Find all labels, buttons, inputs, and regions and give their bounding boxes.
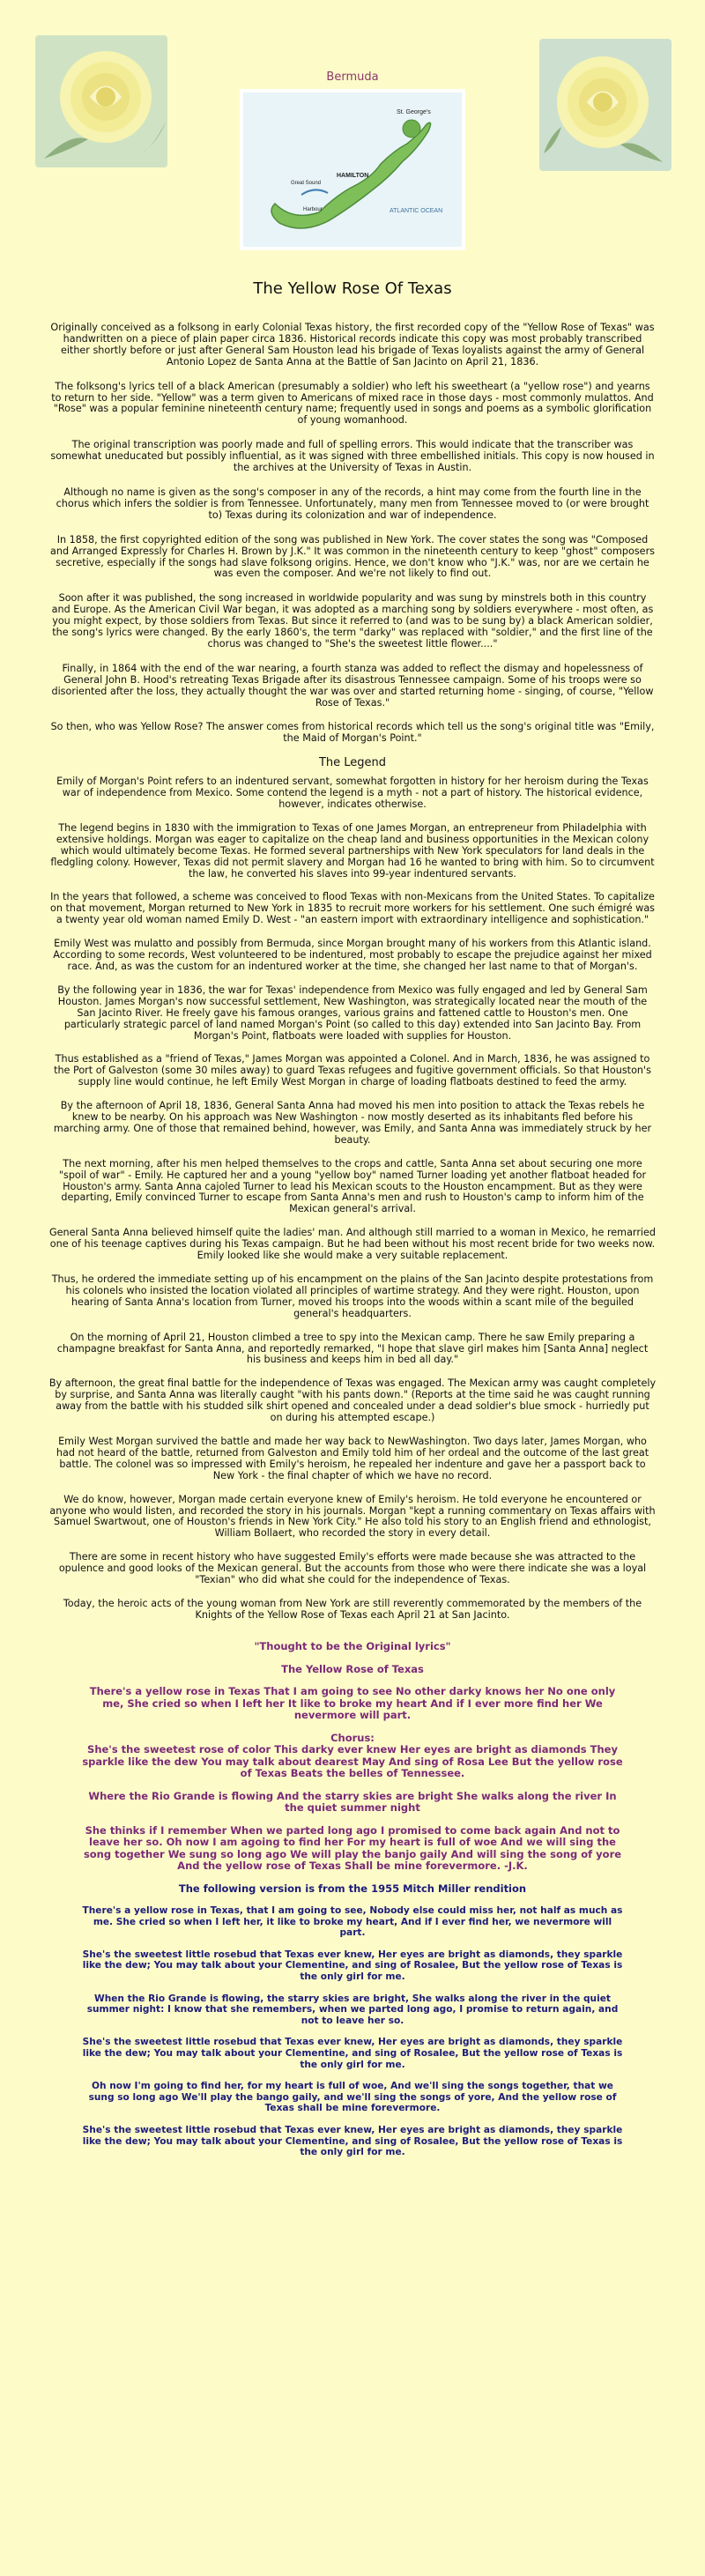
legend-paragraph: By afternoon, the great final battle for the independence of Texas was engaged. The Mexican army was caught completely by surprise, and Santa Anna was literally caught "with his pants down." (Reports at the time said he was caught running away from the battle with his studded silk shirt opened and concealed under a dead soldier's blue smock - hurriedly put on during his attempted escape.) [48,1377,657,1424]
legend-paragraph: The legend begins in 1830 with the immigration to Texas of one James Morgan, an entrepreneur from Philadelphia with extensive holdings. Morgan was eager to capitalize on the cheap land and business opportunities in the Mexican colony which would ultimately become Texas. He formed several partnerships with New York speculators for land deals in the fledgling colony. However, Texas did not permit slavery and Morgan had 16 he wanted to bring with him. So to circumvent the law, he converted his slaves into 99-year indentured servants. [50,821,655,880]
history-paragraph: In 1858, the first copyrighted edition of the song was published in New York. The cover states the song was "Composed and Arranged Expressly for Charles H. Brown by J.K." It was common in the nineteenth century to keep "ghost" composers secretive, especially if the songs had slave folksong origins. Hence, we don't know who "J.K." was, nor are we certain he was even the composer. And we're not likely to find out. [50,533,655,580]
legend-paragraph: There are some in recent history who have suggested Emily's efforts were made because she was attracted to the opulence and good looks of the Mexican general. But the accounts from those who were there indicate she was a loyal "Texian" who did what she could for the independence of Texas. [58,1551,647,1586]
version-chorus: She's the sweetest little rosebud that Texas ever knew, Her eyes are bright as diamonds, they sparkle like the dew; You may talk about your Clementine, and sing of Rosalee, But the yellow rose of Texas is the only girl for me. [82,2124,623,2158]
map-label-great-sound: Great Sound [291,181,322,186]
history-paragraph: Finally, in 1864 with the end of the war nearing, a fourth stanza was added to reflect the dismay and hopelessness of General John B. Hood's retreating Texas Brigade after its disastrous Tennessee campaign. Some of his troops were so disoriented after the loss, they actually thought the war was over and started returning home - singing, of course, "Yellow Rose of Texas." [51,662,654,709]
lyrics-heading: "Thought to be the Original lyrics" [254,1640,451,1652]
history-paragraph: The original transcription was poorly made and full of spelling errors. This would indicate that the transcriber was somewhat uneducated but possibly influential, as it was signed with three embellished initials. This copy is now housed in the archives at the University of Texas in Austin. [50,439,655,474]
legend-paragraph: General Santa Anna believed himself quite the ladies' man. And although still married to a woman in Mexico, he remarried one of his teenage captives during his Texas campaign. But he had been without his most recent bride for two weeks now. Emily looked like she would make a very suitable replacement. [48,1227,657,1262]
history-paragraph: Although no name is given as the song's composer in any of the records, a hint may come from the fourth line in the chorus which infers the soldier is from Tennessee. Unfortunately, many men from Tennessee moved to (or were brought to) Texas during its colonization and war of independence. [56,486,649,521]
legend-paragraph: Emily West was mulatto and possibly from Bermuda, since Morgan brought many of his workers from this Atlantic island. According to some records, West volunteered to be indentured, most probably to escape the prejudice against her mixed race. And, as was the custom for an indentured worker at the time, she changed her last name to that of Morgan's. [53,938,652,972]
version-chorus: She's the sweetest little rosebud that Texas ever knew, Her eyes are bright as diamonds, they sparkle like the dew; You may talk about your Clementine, and sing of Rosalee, But the yellow rose of Texas is the only girl for me. [82,2037,623,2070]
original-verse: She thinks if I remember When we parted long ago I promised to come back again And not to leave her so. Oh now I am agoing to find her For my heart is full of woe And we will sing the song together We sung so long ago We will play the banjo gaily And will sing the song of yore And the yellow rose of Texas Shall be mine forevermore. -J.K. [83,1823,622,1872]
map-title: Bermuda [326,71,379,84]
map-label-atlantic-ocean: ATLANTIC OCEAN [390,208,443,214]
legend-paragraph: In the years that followed, a scheme was conceived to flood Texas with non-Mexicans from the United States. To capitalize on that movement, Morgan returned to New York in 1835 to recruit more workers for his settlement. One such émigré was a twenty year old woman named Emily D. West - "an eastern import with extraordinary intelligence and sophistication." [49,891,656,926]
map-label-st-georges: St. George's [397,109,431,115]
history-paragraph: Originally conceived as a folksong in early Colonial Texas history, the first recorded copy of the "Yellow Rose of Texas" was handwritten on a piece of plain paper circa 1836. Historical records indicate this copy was most probably transcribed either shortly before or just after General Sam Houston lead his brigade of Texas loyalists against the army of General Antonio Lopez de Santa Anna at the Battle of San Jacinto on April 21, 1836. [50,322,655,367]
legend-paragraph: Thus established as a "friend of Texas," James Morgan was appointed a Colonel. And in March, 1836, he was assigned to the Port of Galveston (some 30 miles away) to guard Texas refugees and fugitive government officials. So that Houston's supply line would continue, he left Emily West Morgan in charge of loading flatboats destined to feed the army. [54,1053,651,1088]
history-paragraph: So then, who was Yellow Rose? The answer comes from historical records which tell us the song's original title was "Emily, the Maid of Morgan's Point." [50,721,655,745]
original-chorus: Chorus: She's the sweetest rose of color This darky ever knew Her eyes are bright as diamonds They sparkle like the dew You may talk about dearest May And sing of Rosa Lee But the yellow rose of Texas Beats the belles of Tennessee. [82,1731,623,1779]
version-verse: When the Rio Grande is flowing, the starry skies are bright, She walks along the river in the quiet summer night: I know that she remembers, when we parted long ago, I promise to return again, and not to leave her so. [86,1993,619,2026]
legend-paragraph: Today, the heroic acts of the young woman from New York are still reverently commemorated by the members of the Knights of the Yellow Rose of Texas each April 21 at San Jacinto. [63,1597,642,1621]
song-title: The Yellow Rose of Texas [281,1662,424,1675]
legend-heading: The Legend [318,756,387,770]
map-label-harbour: Harbour [303,207,323,212]
page-title: The Yellow Rose Of Texas [253,279,452,298]
history-paragraph: The folksong's lyrics tell of a black American (presumably a soldier) who left his sweetheart (a "yellow rose") and yearns to return to her side. "Yellow" was a term given to Americans of mixed race in those days - most commonly mulattos. And "Rose" was a popular feminine nineteenth century name; frequently used in songs and poems as a symbolic glorification of young womanhood. [51,380,654,427]
article-body [48,323,657,1634]
legend-paragraph: Emily West Morgan survived the battle and made her way back to NewWashington. Two days later, James Morgan, who had not heard of the battle, returned from Galveston and Emily told him of her ordeal and the outcome of the last great battle. The colonel was so impressed with Emily's heroism, he repealed her indenture and gave her a passport back to New York - the final chapter of which we have no record. [56,1435,649,1481]
original-verse: Where the Rio Grande is flowing And the starry skies are bright She walks along the river In the quiet summer night [88,1789,617,1814]
version-heading: The following version is from the 1955 Mitch Miller rendition [178,1882,527,1895]
legend-paragraph: By the following year in 1836, the war for Texas' independence from Mexico was fully engaged and led by General Sam Houston. James Morgan's now successful settlement, New Washington, was strategically located near the mouth of the San Jacinto River. He freely gave his famous oranges, various grains and fattened cattle to Houston's men. One particularly strategic parcel of land named Morgan's Point (so called to this day) extended into San Jacinto Bay. From Morgan's Point, flatboats were loaded with supplies for Houston. [57,984,648,1042]
map-label-hamilton: HAMILTON [337,173,369,179]
version-chorus: She's the sweetest little rosebud that Texas ever knew, Her eyes are bright as diamonds, they sparkle like the dew; You may talk about your Clementine, and sing of Rosalee, But the yellow rose of Texas is the only girl for me. [82,1949,623,1982]
history-paragraph: Soon after it was published, the song increased in worldwide popularity and was sung by minstrels both in this country and Europe. As the American Civil War began, it was adopted as a marching song by soldiers everywhere - most often, as you might expect, by those soldiers from Texas. But since it referred to (and was to be sung by) a black American soldier, the song's lyrics were changed. By the early 1860's, the term "darky" was replaced with "soldier," and the first line of the chorus was changed to "She's the sweetest little flower...." [51,592,654,650]
legend-paragraph: By the afternoon of April 18, 1836, General Santa Anna had moved his men into position to attack the Texas rebels he knew to be nearby. On his approach was New Washington - now mostly deserted as its inhabitants fled before his marching army. One of those that remained behind, however, was Emily, and Santa Anna was immediately struck by her beauty. [53,1100,652,1146]
legend-paragraph: Emily of Morgan's Point refers to an indentured servant, somewhat forgotten in history for her heroism during the Texas war of independence from Mexico. Some contend the legend is a myth - not a part of history. The historical evidence, however, indicates otherwise. [56,776,649,810]
legend-paragraph: We do know, however, Morgan made certain everyone knew of Emily's heroism. He told everyone he encountered or anyone who would listen, and recorded the story in his journals. Morgan "kept a running commentary on Texas affairs with Samuel Swartwout, one of Houston's friends in New York City." He also told his story to an English friend and ethnologist, William Bollaert, who recorded the story in every detail. [49,1493,656,1540]
version-verse: Oh now I'm going to find her, for my heart is full of woe, And we'll sing the songs together, that we sung so long ago We'll play the bango gaily, and we'll sing the songs of yore, And the yellow rose of Texas shall be mine forevermore. [88,2081,617,2114]
lyrics-section [79,1641,626,2169]
yellow-rose-image-right [539,39,672,171]
version-verse: There's a yellow rose in Texas, that I am going to see, Nobody else could miss her, not half as much as me. She cried so when I left her, it like to broke my heart, And if I ever find her, we nevermore will part. [82,1905,623,1939]
yellow-rose-image-left [35,35,167,167]
legend-paragraph: Thus, he ordered the immediate setting up of his encampment on the plains of the San Jacinto despite protestations from his colonels who insisted the location violated all principles of wartime strategy. And they were right. Houston, upon hearing of Santa Anna's location from Turner, moved his troops into the woods within a scant mile of the beguiled general's headquarters. [51,1273,654,1319]
mitch-miller-lyrics [79,1905,626,2158]
bermuda-map-image [240,89,465,250]
legend-paragraph: On the morning of April 21, Houston climbed a tree to spy into the Mexican camp. There he saw Emily preparing a champagne breakfast for Santa Anna, and reportedly remarked, "I hope that slave girl makes him [Santa Anna] neglect his business and keeps him in bed all day." [56,1331,649,1366]
legend-paragraph: The next morning, after his men helped themselves to the crops and cattle, Santa Anna set about securing one more "spoil of war" - Emily. He captured her and a young "yellow boy" named Turner loading yet another flatboat headed for Houston's army. Santa Anna cajoled Turner to lead his Mexican scouts to the Houston encampment. But as they were departing, Emily convinced Turner to escape from Santa Anna's men and rush to Houston's camp to inform him of the Mexican general's arrival. [58,1157,647,1215]
original-verse: There's a yellow rose in Texas That I am going to see No other darky knows her No one only me, She cried so when I left her It like to broke my heart And if I ever more find her We nevermore will part. [89,1685,616,1721]
